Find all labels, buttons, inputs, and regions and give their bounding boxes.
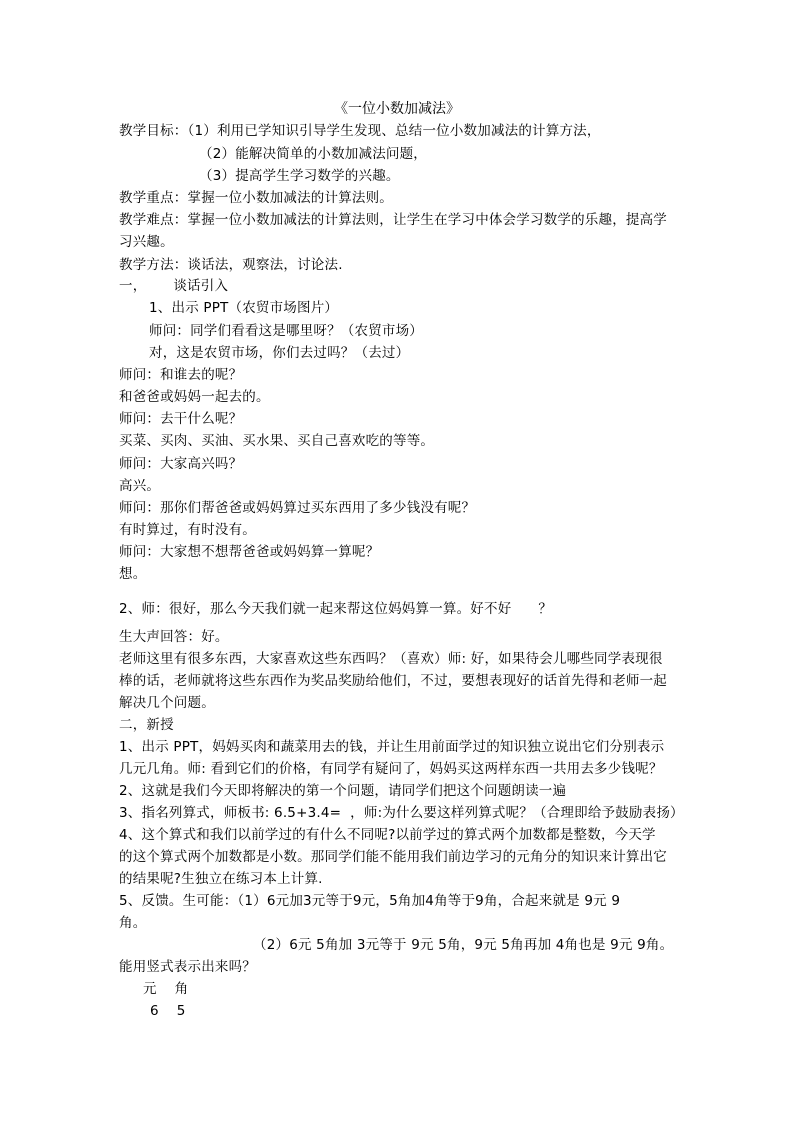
text-line: 的这个算式两个加数都是小数。那同学们能不能用我们前边学习的元角分的知识来计算出它	[119, 849, 667, 865]
text-line: 教学目标：（1）利用已学知识引导学生发现、总结一位小数加减法的计算方法，	[119, 123, 601, 139]
text-line: 的结果呢?生独立在练习本上计算.	[119, 871, 323, 887]
text-line: 师问：去干什么呢？	[119, 411, 243, 427]
text-line: 1、出示 PPT，妈妈买肉和蔬菜用去的钱，并让生用前面学过的知识独立说出它们分别表示	[119, 739, 665, 755]
text-line: 老师这里有很多东西，大家喜欢这些东西吗？（喜欢）师: 好，如果待会儿哪些同学表现很	[119, 651, 663, 667]
text-line: 2、师：很好，那么今天我们就一起来帮这位妈妈算一算。好不好 ？	[119, 601, 553, 617]
text-line: 几元几角。师: 看到它们的价格，有同学有疑问了，妈妈买这两样东西一共用去多少钱呢？	[119, 761, 663, 777]
text-line: （3）提高学生学习数学的兴趣。	[199, 168, 400, 184]
text-line: 教学重点：掌握一位小数加减法的计算法则。	[119, 190, 393, 206]
text-line: 能用竖式表示出来吗？	[119, 959, 256, 975]
text-line: 师问：大家高兴吗？	[119, 456, 243, 472]
text-line: 习兴趣。	[119, 234, 174, 250]
text-line: 对，这是农贸市场，你们去过吗？（去过）	[149, 345, 410, 361]
text-line: 5、反馈。生可能：（1）6元加3元等于9元，5角加4角等于9角，合起来就是 9元 9	[119, 893, 621, 909]
text-line: 生大声回答：好。	[119, 629, 229, 645]
text-line: 想。	[119, 566, 147, 582]
text-line: 师问：那你们帮爸爸或妈妈算过买东西用了多少钱没有呢？	[119, 500, 476, 516]
vertical-calc-row: 6 5	[150, 1003, 186, 1019]
text-line: 高兴。	[119, 478, 161, 494]
text-line: （2）能解决简单的小数加减法问题，	[199, 146, 427, 162]
text-line: 2、这就是我们今天即将解决的第一个问题，请同学们把这个问题朗读一遍	[119, 783, 567, 799]
text-line: 4、这个算式和我们以前学过的有什么不同呢?以前学过的算式两个加数都是整数，今天学	[119, 827, 656, 843]
section-heading: 一， 谈话引入	[119, 278, 229, 294]
text-line: 解决几个问题。	[119, 695, 215, 711]
text-line: 师问：同学们看看这是哪里呀？（农贸市场）	[149, 323, 423, 339]
text-line: 师问：大家想不想帮爸爸或妈妈算一算呢？	[119, 544, 380, 560]
text-line: 师问：和谁去的呢？	[119, 367, 243, 383]
section-heading: 二，新授	[119, 717, 174, 733]
text-line: 角。	[119, 915, 147, 931]
document-title: 《一位小数加减法》	[334, 101, 460, 117]
text-line: 3、指名列算式，师板书: 6.5+3.4= ，师:为什么要这样列算式呢？（合理即给予鼓励表扬）	[119, 805, 684, 821]
column-header: 元 角	[143, 981, 189, 997]
text-line: （2）6元 5角加 3元等于 9元 5角，9元 5角再加 4角也是 9元 9角。	[253, 937, 674, 953]
text-line: 有时算过，有时没有。	[119, 522, 256, 538]
text-line: 棒的话，老师就将这些东西作为奖品奖励给他们，不过，要想表现好的话首先得和老师一起	[119, 673, 667, 689]
text-line: 教学难点：掌握一位小数加减法的计算法则，让学生在学习中体会学习数学的乐趣，提高学	[119, 212, 667, 228]
text-line: 和爸爸或妈妈一起去的。	[119, 389, 270, 405]
text-line: 教学方法：谈话法，观察法，讨论法.	[119, 257, 343, 273]
text-line: 1、出示 PPT（农贸市场图片）	[149, 300, 339, 316]
text-line: 买菜、买肉、买油、买水果、买自己喜欢吃的等等。	[119, 433, 435, 449]
